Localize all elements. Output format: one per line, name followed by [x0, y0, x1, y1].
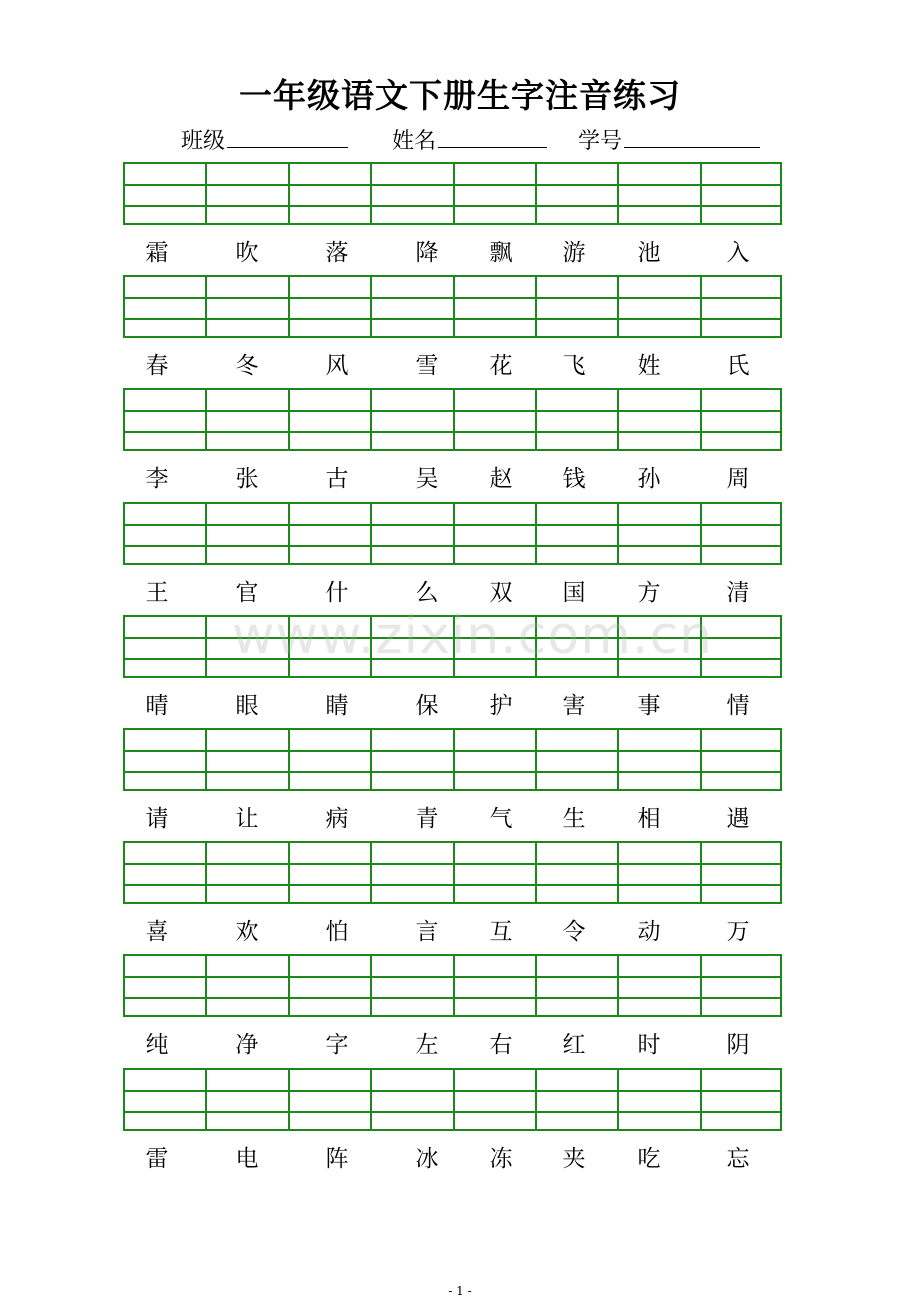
- name-label: 姓名: [392, 129, 437, 154]
- character: 青: [415, 806, 439, 832]
- grid-line: [205, 277, 207, 336]
- grid-line: [205, 1070, 207, 1129]
- grid-line: [700, 730, 702, 789]
- grid-line: [700, 843, 702, 902]
- character: 游: [562, 240, 586, 266]
- character: 纯: [145, 1032, 169, 1059]
- character: 冻: [489, 1145, 513, 1172]
- character: 赵: [489, 466, 513, 493]
- character: 字: [325, 1032, 349, 1059]
- grid-line: [700, 164, 702, 223]
- grid-line: [617, 617, 619, 676]
- character: 遇: [726, 806, 750, 832]
- grid-line: [370, 504, 372, 563]
- character-row: [0, 238, 920, 268]
- character: 情: [726, 692, 750, 719]
- grid-line: [205, 164, 207, 223]
- pinyin-grid[interactable]: [123, 502, 782, 565]
- grid-line: [535, 617, 537, 676]
- id-field: [578, 124, 760, 155]
- id-label: 学号: [578, 129, 623, 154]
- character-row: [0, 464, 920, 494]
- grid-line: [700, 617, 702, 676]
- character: 互: [489, 919, 513, 946]
- character: 官: [235, 579, 259, 606]
- grid-line: [617, 1070, 619, 1129]
- character: 病: [325, 806, 349, 832]
- character: 相: [637, 806, 661, 832]
- character: 孙: [637, 466, 661, 493]
- character: 周: [726, 466, 750, 493]
- pinyin-grid[interactable]: [123, 954, 782, 1017]
- grid-line: [453, 730, 455, 789]
- grid-line: [453, 843, 455, 902]
- grid-line: [205, 956, 207, 1015]
- grid-line: [453, 617, 455, 676]
- grid-line: [617, 956, 619, 1015]
- character-row: [0, 578, 920, 608]
- character: 害: [562, 692, 586, 719]
- grid-line: [617, 843, 619, 902]
- character: 夹: [562, 1145, 586, 1172]
- grid-line: [205, 504, 207, 563]
- character: 国: [562, 579, 586, 606]
- pinyin-grid[interactable]: [123, 615, 782, 678]
- grid-line: [288, 956, 290, 1015]
- character: 忘: [726, 1145, 750, 1172]
- page-number: - 1 -: [448, 1284, 472, 1298]
- grid-line: [370, 390, 372, 449]
- grid-line: [370, 1070, 372, 1129]
- character: 入: [726, 240, 750, 266]
- grid-line: [288, 730, 290, 789]
- character: 钱: [562, 466, 586, 493]
- grid-line: [535, 164, 537, 223]
- grid-line: [205, 617, 207, 676]
- character: 落: [325, 240, 349, 266]
- character: 令: [562, 919, 586, 946]
- character: 古: [325, 466, 349, 493]
- character: 怕: [325, 919, 349, 946]
- grid-line: [288, 843, 290, 902]
- character: 动: [637, 919, 661, 946]
- character-row: [0, 1144, 920, 1174]
- character: 红: [562, 1032, 586, 1059]
- grid-line: [700, 1070, 702, 1129]
- grid-line: [370, 843, 372, 902]
- character: 飞: [562, 353, 586, 380]
- grid-line: [535, 956, 537, 1015]
- grid-line: [288, 1070, 290, 1129]
- character: 净: [235, 1032, 259, 1059]
- grid-line: [617, 164, 619, 223]
- grid-line: [535, 504, 537, 563]
- character: 阴: [726, 1032, 750, 1059]
- pinyin-grid[interactable]: [123, 275, 782, 338]
- character: 吴: [415, 466, 439, 493]
- pinyin-grid[interactable]: [123, 728, 782, 791]
- pinyin-grid[interactable]: [123, 388, 782, 451]
- character-row: [0, 1030, 920, 1060]
- grid-line: [453, 277, 455, 336]
- grid-line: [370, 277, 372, 336]
- character: 春: [145, 353, 169, 380]
- grid-line: [453, 1070, 455, 1129]
- character: 方: [637, 579, 661, 606]
- character: 张: [235, 466, 259, 493]
- grid-line: [535, 277, 537, 336]
- name-field: [392, 124, 547, 155]
- grid-line: [535, 1070, 537, 1129]
- grid-line: [617, 504, 619, 563]
- character: 吹: [235, 240, 259, 266]
- character: 眼: [235, 692, 259, 719]
- grid-line: [617, 730, 619, 789]
- grid-line: [205, 730, 207, 789]
- character: 欢: [235, 919, 259, 946]
- grid-line: [370, 617, 372, 676]
- character: 雪: [415, 353, 439, 380]
- class-label: 班级: [181, 129, 226, 154]
- character: 生: [562, 806, 586, 832]
- class-field: [181, 124, 348, 155]
- character: 电: [235, 1145, 259, 1172]
- character: 李: [145, 466, 169, 493]
- character: 霜: [145, 240, 169, 266]
- character: 吃: [637, 1145, 661, 1172]
- name-blank[interactable]: [438, 125, 547, 148]
- character: 睛: [325, 692, 349, 719]
- grid-line: [453, 390, 455, 449]
- character: 冰: [415, 1145, 439, 1172]
- character-row: [0, 691, 920, 721]
- grid-line: [535, 730, 537, 789]
- character: 王: [145, 579, 169, 606]
- character: 么: [415, 579, 439, 606]
- grid-line: [453, 164, 455, 223]
- character: 双: [489, 579, 513, 606]
- character-row: [0, 351, 920, 381]
- character: 言: [415, 919, 439, 946]
- character-row: [0, 804, 920, 834]
- character: 清: [726, 579, 750, 606]
- character: 万: [726, 919, 750, 946]
- character: 池: [637, 240, 661, 266]
- character: 降: [415, 240, 439, 266]
- watermark: www.zixin.com.cn: [232, 606, 713, 666]
- character: 阵: [325, 1145, 349, 1172]
- character: 什: [325, 579, 349, 606]
- character: 姓: [637, 353, 661, 380]
- grid-line: [535, 843, 537, 902]
- grid-line: [205, 390, 207, 449]
- character: 左: [415, 1032, 439, 1059]
- grid-line: [700, 504, 702, 563]
- character: 请: [145, 806, 169, 832]
- grid-line: [370, 730, 372, 789]
- grid-line: [700, 277, 702, 336]
- grid-line: [288, 504, 290, 563]
- character: 右: [489, 1032, 513, 1059]
- character: 保: [415, 692, 439, 719]
- grid-line: [535, 390, 537, 449]
- character: 冬: [235, 353, 259, 380]
- grid-line: [700, 956, 702, 1015]
- id-blank[interactable]: [624, 125, 760, 148]
- character: 护: [489, 692, 513, 719]
- grid-line: [288, 164, 290, 223]
- character: 气: [489, 806, 513, 832]
- grid-line: [453, 504, 455, 563]
- pinyin-grid[interactable]: [123, 1068, 782, 1131]
- character: 晴: [145, 692, 169, 719]
- character: 飘: [489, 240, 513, 266]
- grid-line: [617, 277, 619, 336]
- character: 风: [325, 353, 349, 380]
- character: 喜: [145, 919, 169, 946]
- class-blank[interactable]: [227, 125, 348, 148]
- pinyin-grid[interactable]: [123, 162, 782, 225]
- grid-line: [288, 277, 290, 336]
- grid-line: [370, 956, 372, 1015]
- character: 氏: [726, 353, 750, 380]
- page-title: 一年级语文下册生字注音练习: [239, 76, 681, 115]
- grid-line: [453, 956, 455, 1015]
- grid-line: [617, 390, 619, 449]
- character: 让: [235, 806, 259, 832]
- grid-line: [288, 390, 290, 449]
- character: 雷: [145, 1145, 169, 1172]
- character: 时: [637, 1032, 661, 1059]
- pinyin-grid[interactable]: [123, 841, 782, 904]
- character-row: [0, 917, 920, 947]
- grid-line: [205, 843, 207, 902]
- grid-line: [370, 164, 372, 223]
- character: 花: [489, 353, 513, 380]
- grid-line: [700, 390, 702, 449]
- character: 事: [637, 692, 661, 719]
- grid-line: [288, 617, 290, 676]
